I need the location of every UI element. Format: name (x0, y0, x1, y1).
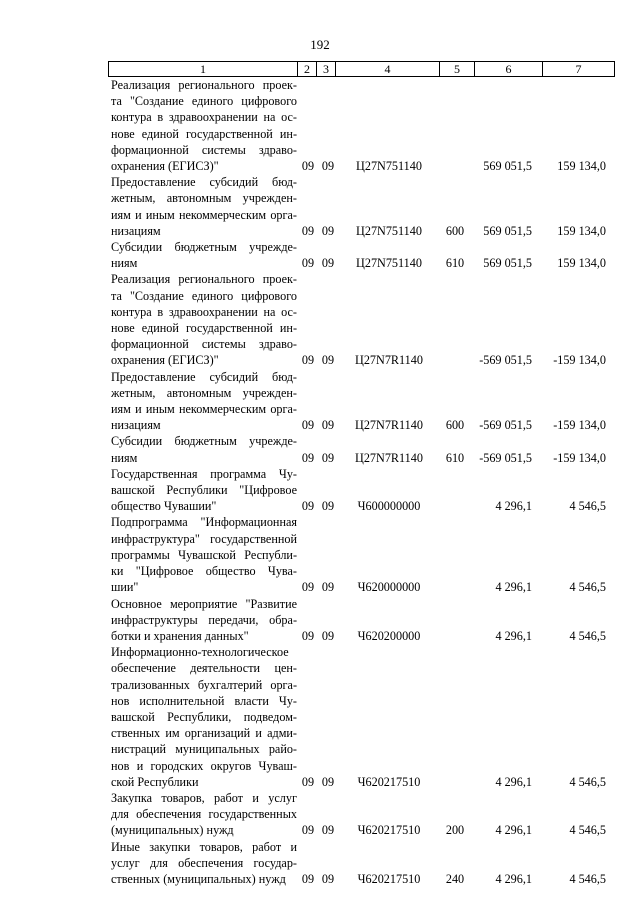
cell-c7: 4 546,5 (569, 774, 606, 789)
description-line: инфраструктура" государственной (111, 531, 297, 546)
cell-c6: 569 051,5 (483, 256, 532, 271)
cell-c6: 4 296,1 (495, 871, 532, 886)
cell-c4: Ч620217510 (357, 871, 421, 886)
description-line: вашской Республики "Цифровое (111, 483, 297, 498)
cell-c2: 09 (301, 823, 315, 838)
table-row (108, 433, 615, 465)
row-description (108, 644, 297, 790)
cell-c4: Ц27N7R1140 (355, 450, 423, 465)
description-line: Реализация регионального проек- (111, 272, 297, 287)
description-line: Государственная программа Чу- (111, 466, 297, 481)
description-line: обеспечение деятельности цен- (111, 661, 297, 676)
cell-c7: 4 546,5 (569, 628, 606, 643)
cell-c4: Ч620200000 (357, 628, 421, 643)
page-number: 192 (310, 37, 330, 52)
cell-c7: 4 546,5 (569, 499, 606, 514)
description-line: вашской Республики, подведом- (111, 709, 297, 724)
row-description (108, 839, 297, 888)
cell-c3: 09 (321, 823, 335, 838)
description-line: Информационно-технологическое (111, 645, 289, 660)
table-row (108, 514, 615, 595)
table-row (108, 174, 615, 239)
cell-c6: 569 051,5 (483, 223, 532, 238)
description-line: низациям (111, 223, 161, 238)
cell-c6: -569 051,5 (479, 353, 532, 368)
cell-c3: 09 (321, 628, 335, 643)
description-line: Основное мероприятие "Развитие (111, 596, 297, 611)
cell-c3: 09 (321, 774, 335, 789)
cell-c4: Ч620000000 (357, 580, 421, 595)
description-line: Подпрограмма "Информационная (111, 515, 297, 530)
cell-c3: 09 (321, 353, 335, 368)
row-description (108, 433, 297, 465)
cell-c5: 600 (445, 418, 465, 433)
header-col-2: 2 (298, 62, 317, 77)
cell-c2: 09 (301, 256, 315, 271)
cell-c3: 09 (321, 871, 335, 886)
table-row (108, 644, 615, 790)
cell-c3: 09 (321, 580, 335, 595)
description-line: иям и иным некоммерческим орга- (111, 402, 297, 417)
description-line: ботки и хранения данных" (111, 628, 249, 643)
cell-c5: 600 (445, 223, 465, 238)
description-line: контура в здравоохранении на ос- (111, 304, 297, 319)
header-col-3: 3 (317, 62, 336, 77)
cell-c3: 09 (321, 256, 335, 271)
cell-c3: 09 (321, 450, 335, 465)
description-line: инфраструктуры передачи, обра- (111, 612, 297, 627)
cell-c7: -159 134,0 (553, 418, 606, 433)
row-description (108, 790, 297, 839)
description-line: Субсидии бюджетным учрежде- (111, 240, 297, 255)
cell-c4: Ц27N7R1140 (355, 353, 423, 368)
cell-c3: 09 (321, 223, 335, 238)
cell-c7: 4 546,5 (569, 871, 606, 886)
table-row (108, 839, 615, 888)
cell-c2: 09 (301, 871, 315, 886)
cell-c4: Ч620217510 (357, 823, 421, 838)
table-row (108, 369, 615, 434)
cell-c6: 4 296,1 (495, 580, 532, 595)
description-line: формационной системы здраво- (111, 337, 297, 352)
description-line: нов и городских округов Чуваш- (111, 758, 297, 773)
row-description (108, 466, 297, 515)
description-line: ки "Цифровое общество Чува- (111, 564, 297, 579)
row-description (108, 239, 297, 271)
cell-c2: 09 (301, 353, 315, 368)
table-row (108, 239, 615, 271)
description-line: нов исполнительной власти Чу- (111, 693, 297, 708)
description-line: (муниципальных) нужд (111, 823, 234, 838)
cell-c5: 200 (445, 823, 465, 838)
description-line: охранения (ЕГИСЗ)" (111, 159, 219, 174)
cell-c2: 09 (301, 418, 315, 433)
cell-c2: 09 (301, 159, 315, 174)
description-line: программы Чувашской Республи- (111, 547, 297, 562)
description-line: та "Создание единого цифрового (111, 94, 297, 109)
table-row (108, 466, 615, 515)
cell-c4: Ц27N751140 (356, 256, 422, 271)
table-header (108, 61, 615, 77)
description-line: для обеспечения государственных (111, 807, 297, 822)
row-description (108, 77, 297, 174)
cell-c2: 09 (301, 499, 315, 514)
cell-c7: -159 134,0 (553, 353, 606, 368)
cell-c2: 09 (301, 450, 315, 465)
cell-c6: 4 296,1 (495, 823, 532, 838)
cell-c4: Ч600000000 (357, 499, 421, 514)
description-line: ственных (муниципальных) нужд (111, 871, 286, 886)
cell-c7: 4 546,5 (569, 823, 606, 838)
description-line: общество Чувашии" (111, 499, 217, 514)
cell-c7: 159 134,0 (557, 256, 606, 271)
description-line: контура в здравоохранении на ос- (111, 110, 297, 125)
table-row (108, 271, 615, 368)
row-description (108, 174, 297, 239)
description-line: жетным, автономным учрежден- (111, 191, 297, 206)
description-line: ниям (111, 450, 138, 465)
description-line: услуг для обеспечения государ- (111, 855, 297, 870)
cell-c4: Ц27N751140 (356, 223, 422, 238)
header-col-7: 7 (543, 62, 615, 77)
row-description (108, 369, 297, 434)
description-line: ской Республики (111, 774, 199, 789)
description-line: Иные закупки товаров, работ и (111, 839, 297, 854)
cell-c2: 09 (301, 774, 315, 789)
cell-c7: 4 546,5 (569, 580, 606, 595)
cell-c6: -569 051,5 (479, 418, 532, 433)
cell-c7: 159 134,0 (557, 159, 606, 174)
cell-c5: 610 (445, 450, 465, 465)
description-line: та "Создание единого цифрового (111, 288, 297, 303)
description-line: жетным, автономным учрежден- (111, 385, 297, 400)
row-description (108, 596, 297, 645)
description-line: нове единой государственной ин- (111, 126, 297, 141)
table-row (108, 596, 615, 645)
cell-c3: 09 (321, 499, 335, 514)
cell-c3: 09 (321, 418, 335, 433)
description-line: Реализация регионального проек- (111, 78, 297, 92)
description-line: Предоставление субсидий бюд- (111, 369, 297, 384)
description-line: формационной системы здраво- (111, 142, 297, 157)
cell-c6: 4 296,1 (495, 774, 532, 789)
header-col-1: 1 (109, 62, 298, 77)
cell-c7: -159 134,0 (553, 450, 606, 465)
description-line: Субсидии бюджетным учрежде- (111, 434, 297, 449)
cell-c5: 240 (445, 871, 465, 886)
cell-c4: Ц27N7R1140 (355, 418, 423, 433)
cell-c2: 09 (301, 628, 315, 643)
description-line: нове единой государственной ин- (111, 321, 297, 336)
cell-c6: 569 051,5 (483, 159, 532, 174)
description-line: нистраций муниципальных райо- (111, 742, 297, 757)
cell-c6: -569 051,5 (479, 450, 532, 465)
header-col-6: 6 (475, 62, 543, 77)
description-line: ственных им организаций и адми- (111, 726, 297, 741)
table-row (108, 790, 615, 839)
cell-c4: Ч620217510 (357, 774, 421, 789)
description-line: шии" (111, 580, 139, 595)
description-line: трализованных бухгалтерий орга- (111, 677, 297, 692)
header-col-4: 4 (336, 62, 440, 77)
row-description (108, 514, 297, 595)
cell-c2: 09 (301, 223, 315, 238)
description-line: Закупка товаров, работ и услуг (111, 790, 297, 805)
description-line: иям и иным некоммерческим орга- (111, 207, 297, 222)
cell-c4: Ц27N751140 (356, 159, 422, 174)
cell-c6: 4 296,1 (495, 628, 532, 643)
table-row (108, 77, 615, 174)
description-line: Предоставление субсидий бюд- (111, 175, 297, 190)
cell-c5: 610 (445, 256, 465, 271)
description-line: охранения (ЕГИСЗ)" (111, 353, 219, 368)
row-description (108, 271, 297, 368)
cell-c7: 159 134,0 (557, 223, 606, 238)
cell-c2: 09 (301, 580, 315, 595)
description-line: ниям (111, 256, 138, 271)
cell-c6: 4 296,1 (495, 499, 532, 514)
cell-c3: 09 (321, 159, 335, 174)
budget-table-body (108, 77, 615, 887)
description-line: низациям (111, 418, 161, 433)
header-col-5: 5 (440, 62, 475, 77)
